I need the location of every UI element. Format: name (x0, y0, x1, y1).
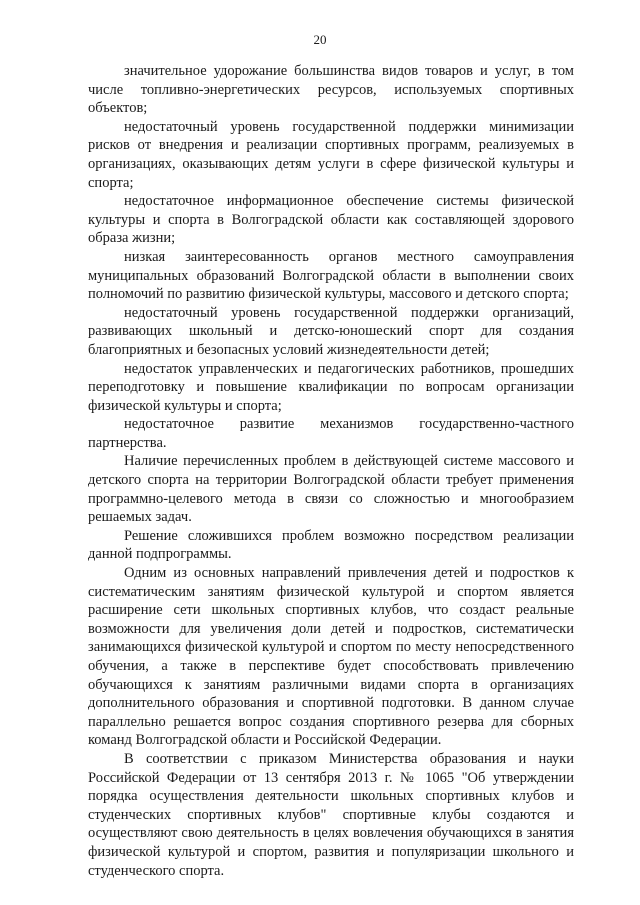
paragraph-3: недостаточное информационное обеспечение системы физической культуры и спорта в Волгоградской области как составляющей здорового образа жизни; (88, 193, 574, 247)
paragraph-2: недостаточный уровень государственной поддержки минимизации рисков от внедрения и реализации спортивных программ, реализуемых в организациях, оказывающих детям услуги в сфере физической культуры и спорта; (88, 118, 574, 191)
paragraph-4: низкая заинтересованность органов местного самоуправления муниципальных образований Волгоградской области в выполнении своих полномочий по развитию физической культуры, массового и детского спорта; (88, 248, 574, 303)
page-number: 20 (313, 32, 327, 47)
paragraph-10: Одним из основных направлений привлечения детей и подростков к систематическим занятиям физической культурой и спортом является расширение сети школьных спортивных клубов, что создаст реальные возможности для увеличения доли детей и подростков, систематически занимающихся физической культурой и спортом по месту непосредственного обучения, а также в перспективе будет способствовать привлечению обучающихся к занятиям различными видами спорта в организациях дополнительного образования и спортивной подготовки. В данном случае параллельно решается вопрос создания спортивного резерва для сборных команд Волгоградской области и Российской Федерации. (88, 565, 574, 749)
paragraph-11: В соответствии с приказом Министерства образования и науки Российской Федерации от 13 сентября 2013 г. № 1065 "Об утверждении порядка осуществления деятельности школьных спортивных клубов и студенческих спортивных клубов" спортивные клубы создаются и осуществляют свою деятельность в целях вовлечения обучающихся в занятия физической культурой и спортом, развития и популяризации школьного и студенческого спорта. (88, 750, 574, 879)
document-body (88, 62, 574, 880)
paragraph-1: значительное удорожание большинства видов товаров и услуг, в том числе топливно-энергетических ресурсов, используемых спортивных объектов; (88, 63, 574, 117)
paragraph-6: недостаток управленческих и педагогических работников, прошедших переподготовку и повышение квалификации по вопросам организации физической культуры и спорта; (88, 360, 574, 414)
paragraph-9: Решение сложившихся проблем возможно посредством реализации данной подпрограммы. (88, 527, 574, 563)
paragraph-7: недостаточное развитие механизмов государственно-частного партнерства. (88, 416, 574, 451)
paragraph-5: недостаточный уровень государственной поддержки организаций, развивающих школьный и детско-юношеский спорт для создания благоприятных и безопасных условий жизнедеятельности детей; (88, 304, 574, 358)
paragraph-8: Наличие перечисленных проблем в действующей системе массового и детского спорта на территории Волгоградской области требует применения программно-целевого метода в связи со сложностью и многообразием решаемых задач. (88, 453, 574, 526)
